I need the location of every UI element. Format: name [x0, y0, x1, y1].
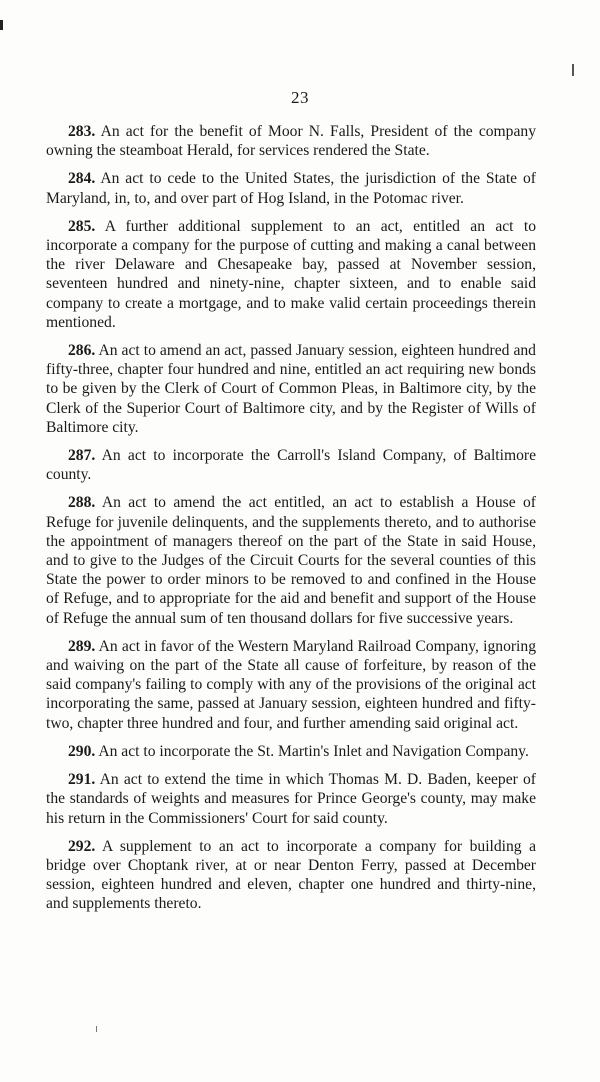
- act-text: An act to cede to the United States, the jurisdiction of the State of Maryland, in, to, and over part of Hog Island, in the Potomac river.: [46, 170, 536, 207]
- act-text: An act for the benefit of Moor N. Falls, President of the company owning the steamboat Herald, for services rendered the State.: [46, 123, 536, 160]
- act-text: An act to amend the act entitled, an act to establish a House of Refuge for juvenile delinquents, and the supplements thereto, and to authorise the appointment of managers thereof on the part of the State in said House, and to give to the Judges of the Circuit Courts for the several counties of this State the power to order minors to be removed to and confined in the House of Refuge, and to appropriate for the aid and benefit and support of the House of Refuge the annual sum of ten thousand dollars for five successive years.: [46, 494, 536, 627]
- act-entry: [46, 770, 536, 828]
- act-entry: [46, 493, 536, 627]
- binding-edge-mark: [0, 20, 3, 30]
- act-text: An act to amend an act, passed January session, eighteen hundred and fifty-three, chapter four hundred and nine, entitled an act requiring new bonds to be given by the Clerk of Court of Common Pleas, in Baltimore city, by the Clerk of the Superior Court of Baltimore city, and by the Register of Wills of Baltimore city.: [46, 342, 536, 436]
- act-entry: [46, 742, 536, 761]
- act-number: 283.: [68, 123, 96, 140]
- margin-mark: [572, 64, 574, 76]
- act-entry: [46, 169, 536, 207]
- act-text: An act to incorporate the Carroll's Island Company, of Baltimore county.: [46, 447, 536, 484]
- act-number: 288.: [68, 494, 96, 512]
- act-number: 287.: [68, 447, 96, 465]
- act-number: 284.: [68, 170, 96, 188]
- act-entry: [46, 122, 536, 160]
- act-text: A supplement to an act to incorporate a company for building a bridge over Choptank river, at or near Denton Ferry, passed at December session, eighteen hundred and eleven, chapter one hundred and thirty-nine, and supplements thereto.: [46, 837, 536, 913]
- act-entry: [46, 217, 536, 332]
- act-list: [46, 122, 536, 923]
- act-entry: [46, 837, 536, 914]
- act-number: 289.: [68, 637, 96, 655]
- act-number: 292.: [68, 837, 96, 855]
- act-number: 291.: [68, 771, 96, 789]
- act-text: An act to extend the time in which Thomas M. D. Baden, keeper of the standards of weights and measures for Prince George's county, may make his return in the Commissioners' Court for said county.: [46, 771, 536, 827]
- act-entry: [46, 446, 536, 484]
- act-entry: [46, 341, 536, 437]
- act-entry: [46, 637, 536, 733]
- act-text: An act in favor of the Western Maryland Railroad Company, ignoring and waiving on the part of the State all cause of forfeiture, by reason of the said company's failing to comply with any of the provisions of the original act incorporating the same, passed at January session, eighteen hundred and fifty-two, chapter three hundred and four, and further amending said original act.: [46, 637, 536, 732]
- stray-mark: [96, 1026, 97, 1032]
- act-number: 286.: [68, 342, 96, 360]
- page-number: 23: [291, 88, 309, 107]
- act-number: 285.: [68, 217, 96, 235]
- act-text: An act to incorporate the St. Martin's Inlet and Navigation Company.: [98, 742, 529, 760]
- act-text: A further additional supplement to an act, entitled an act to incorporate a company for the purpose of cutting and making a canal between the river Delaware and Chesapeake bay, passed at November session, seventeen hundred and ninety-nine, chapter sixteen, and to enable said company to create a mortgage, and to make valid certain proceedings therein mentioned.: [46, 217, 536, 331]
- act-number: 290.: [68, 742, 96, 760]
